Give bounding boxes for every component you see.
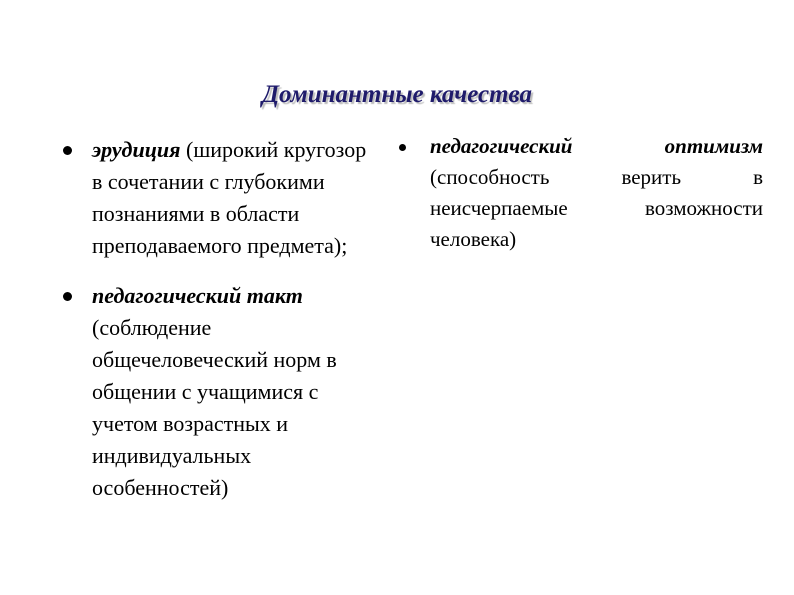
list-item-pedagogical-optimism [398,131,763,255]
left-column [60,134,380,504]
list-item-pedagogical-tact [60,280,380,504]
bullet-icon [63,146,72,155]
right-column [398,131,763,255]
list-item-erudition [60,134,380,262]
description-pedagogical-tact: (соблюдение общечеловеческий норм в общении с учащимися с учетом возрастных и индивидуальных особенностей) [92,315,337,500]
term-pedagogical-optimism: педагогический оптимизм [430,134,763,158]
bullet-icon [63,292,72,301]
description-erudition: (широкий кругозор в сочетании с глубокими познаниями в области преподаваемого предмета); [92,137,367,258]
description-pedagogical-optimism: (способность верить в неисчерпаемые возможности человека) [430,165,763,251]
term-erudition: эрудиция [92,137,181,162]
term-pedagogical-tact: педагогический такт [92,283,303,308]
bullet-icon [399,144,406,151]
slide-title: Доминантные качества [261,81,533,108]
